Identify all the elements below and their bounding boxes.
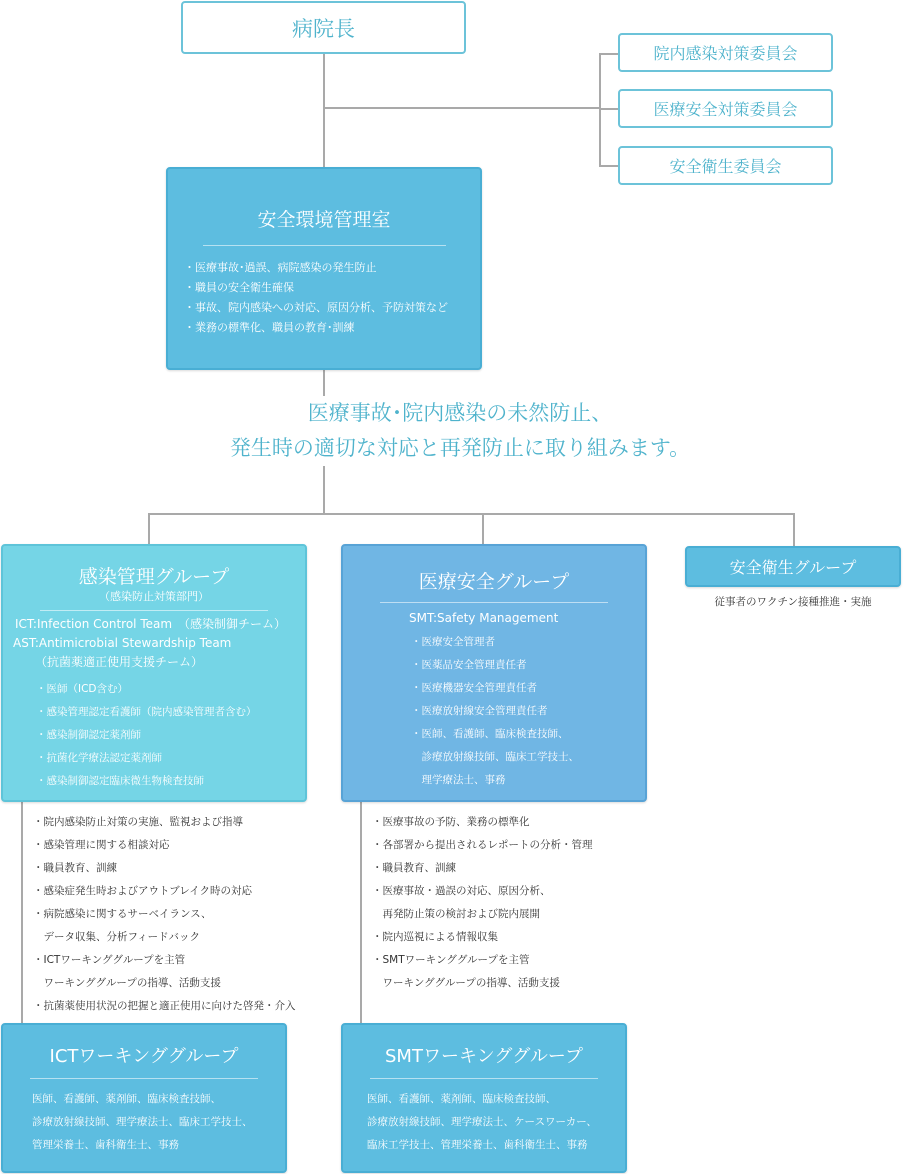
health-group-title: 安全衛生グループ (729, 558, 857, 577)
ict-label: ICT:Infection Control Team （感染制御チーム） (15, 617, 287, 631)
safety-member: ・医療放射線安全管理責任者 (411, 705, 548, 717)
smt-wg-divider (370, 1078, 598, 1079)
infection-group-subtitle: （感染防止対策部門） (99, 590, 209, 603)
safety-member: ・医薬品安全管理責任者 (411, 659, 527, 671)
safety-duty: ・SMTワーキンググループを主管 (372, 954, 530, 966)
office-item: ・職員の安全衛生確保 (184, 281, 294, 294)
safety-duty: ・医療事故の予防、業務の標準化 (372, 816, 530, 828)
smt-label: SMT:Safety Management (409, 611, 559, 625)
connector-smt-wg (360, 801, 362, 1024)
infection-duty: ・病院感染に関するサーベイランス、 (33, 908, 212, 920)
health-group-note: 従事者のワクチン接種推進・実施 (714, 596, 872, 608)
safety-member: ・医師、看護師、臨床検査技師、 (411, 728, 569, 740)
infection-duty: ・職員教育、訓練 (33, 862, 117, 874)
ast-jp-label: （抗菌薬適正使用支援チーム） (35, 655, 204, 669)
ast-label: AST:Antimicrobial Stewardship Team (13, 636, 232, 650)
connector-infection-drop (148, 513, 150, 545)
infection-members (36, 678, 305, 793)
safety-member: ・医療機器安全管理責任者 (411, 682, 537, 694)
infection-duty: ・感染管理に関する相談対応 (33, 839, 170, 851)
ict-wg-member: 診療放射線技師、理学療法士、臨床工学技士、 (32, 1116, 253, 1128)
safety-group-divider (380, 602, 608, 603)
safety-duty: ・院内巡視による情報収集 (372, 931, 498, 943)
safety-duty: ワーキンググループの指導、活動支援 (372, 977, 560, 989)
office-item: ・事故、院内感染への対応、原因分析、予防対策など (184, 301, 448, 314)
connector-director-office (323, 53, 325, 168)
infection-member: ・医師（ICD含む） (36, 683, 129, 695)
connector-groups-bar (148, 513, 795, 515)
office-item: ・医療事故･過誤、病院感染の発生防止 (184, 261, 377, 274)
connector-committee-3 (599, 165, 619, 167)
smt-wg-member: 医師、看護師、薬剤師、臨床検査技師、 (367, 1093, 556, 1105)
infection-duty: ・抗菌薬使用状況の把握と適正使用に向けた啓発・介入 (33, 1000, 296, 1012)
safety-duty: 再発防止策の検討および院内展開 (372, 908, 540, 920)
safety-group-title: 医療安全グループ (418, 571, 570, 593)
smt-wg-member: 臨床工学技士、管理栄養士、歯科衛生士、事務 (367, 1139, 588, 1151)
director-label: 病院長 (292, 16, 355, 41)
infection-duty: ・院内感染防止対策の実施、監視および指導 (33, 816, 243, 828)
safety-duty: ・職員教育、訓練 (372, 862, 456, 874)
infection-duty: ・ICTワーキンググループを主管 (33, 954, 186, 966)
mission-statement (150, 396, 770, 466)
ict-wg-member: 管理栄養士、歯科衛生士、事務 (32, 1139, 179, 1151)
infection-group-title: 感染管理グループ (78, 566, 230, 588)
ict-wg-divider (30, 1078, 258, 1079)
connector-ict-wg (21, 801, 23, 1024)
safety-member: ・医療安全管理者 (411, 636, 495, 648)
committee-infection-box (618, 33, 833, 72)
committee-health-box (618, 146, 833, 185)
health-group-box (685, 546, 901, 587)
office-items (184, 258, 480, 338)
connector-committee-branch (323, 107, 599, 109)
safety-group-box (341, 544, 647, 802)
connector-health-drop (793, 513, 795, 547)
smt-wg-member: 診療放射線技師、理学療法士、ケースワーカー、 (367, 1116, 597, 1128)
smt-wg-members (367, 1088, 625, 1157)
infection-member: ・抗菌化学療法認定薬剤師 (36, 752, 162, 764)
smt-wg-title: SMTワーキンググループ (385, 1046, 583, 1067)
committee-safety-box (618, 89, 833, 128)
ict-wg-title: ICTワーキンググループ (49, 1046, 239, 1067)
committee-health-label: 安全衛生委員会 (669, 157, 782, 176)
infection-member: ・感染管理認定看護師（院内感染管理者含む） (36, 706, 257, 718)
safety-member: 診療放射線技師、臨床工学技士、 (411, 751, 579, 763)
infection-duty: データ収集、分析フィードバック (33, 931, 200, 943)
safety-duty: ・各部署から提出されるレポートの分析・管理 (372, 839, 593, 851)
safety-member: 理学療法士、事務 (411, 774, 506, 786)
smt-wg-box (341, 1023, 627, 1173)
infection-group-divider (40, 610, 268, 611)
committee-infection-label: 院内感染対策委員会 (653, 44, 798, 63)
director-box (181, 1, 466, 54)
ict-wg-members (32, 1088, 285, 1157)
office-divider (203, 245, 446, 246)
office-item: ・業務の標準化、職員の教育･訓練 (184, 321, 355, 334)
mission-line-1: 医療事故･院内感染の未然防止、 (307, 401, 613, 425)
infection-duty: ワーキンググループの指導、活動支援 (33, 977, 221, 989)
connector-committee-2 (599, 108, 619, 110)
committee-safety-label: 医療安全対策委員会 (653, 100, 798, 119)
connector-committee-1 (599, 53, 619, 55)
safety-members (411, 631, 645, 792)
ict-wg-box (1, 1023, 287, 1173)
infection-duty: ・感染症発生時およびアウトブレイク時の対応 (33, 885, 253, 897)
safety-duty: ・医療事故・過誤の対応、原因分析、 (372, 885, 551, 897)
mission-line-2: 発生時の適切な対応と再発防止に取り組みます。 (229, 436, 691, 460)
connector-safety-drop (482, 513, 484, 545)
infection-member: ・感染制御認定薬剤師 (36, 729, 141, 741)
safety-duties (372, 811, 593, 995)
infection-group-box (1, 544, 307, 802)
infection-member: ・感染制御認定臨床微生物検査技師 (36, 775, 204, 787)
office-title: 安全環境管理室 (257, 209, 391, 231)
ict-wg-member: 医師、看護師、薬剤師、臨床検査技師、 (32, 1093, 221, 1105)
office-box (166, 167, 482, 370)
infection-duties (33, 811, 296, 1018)
